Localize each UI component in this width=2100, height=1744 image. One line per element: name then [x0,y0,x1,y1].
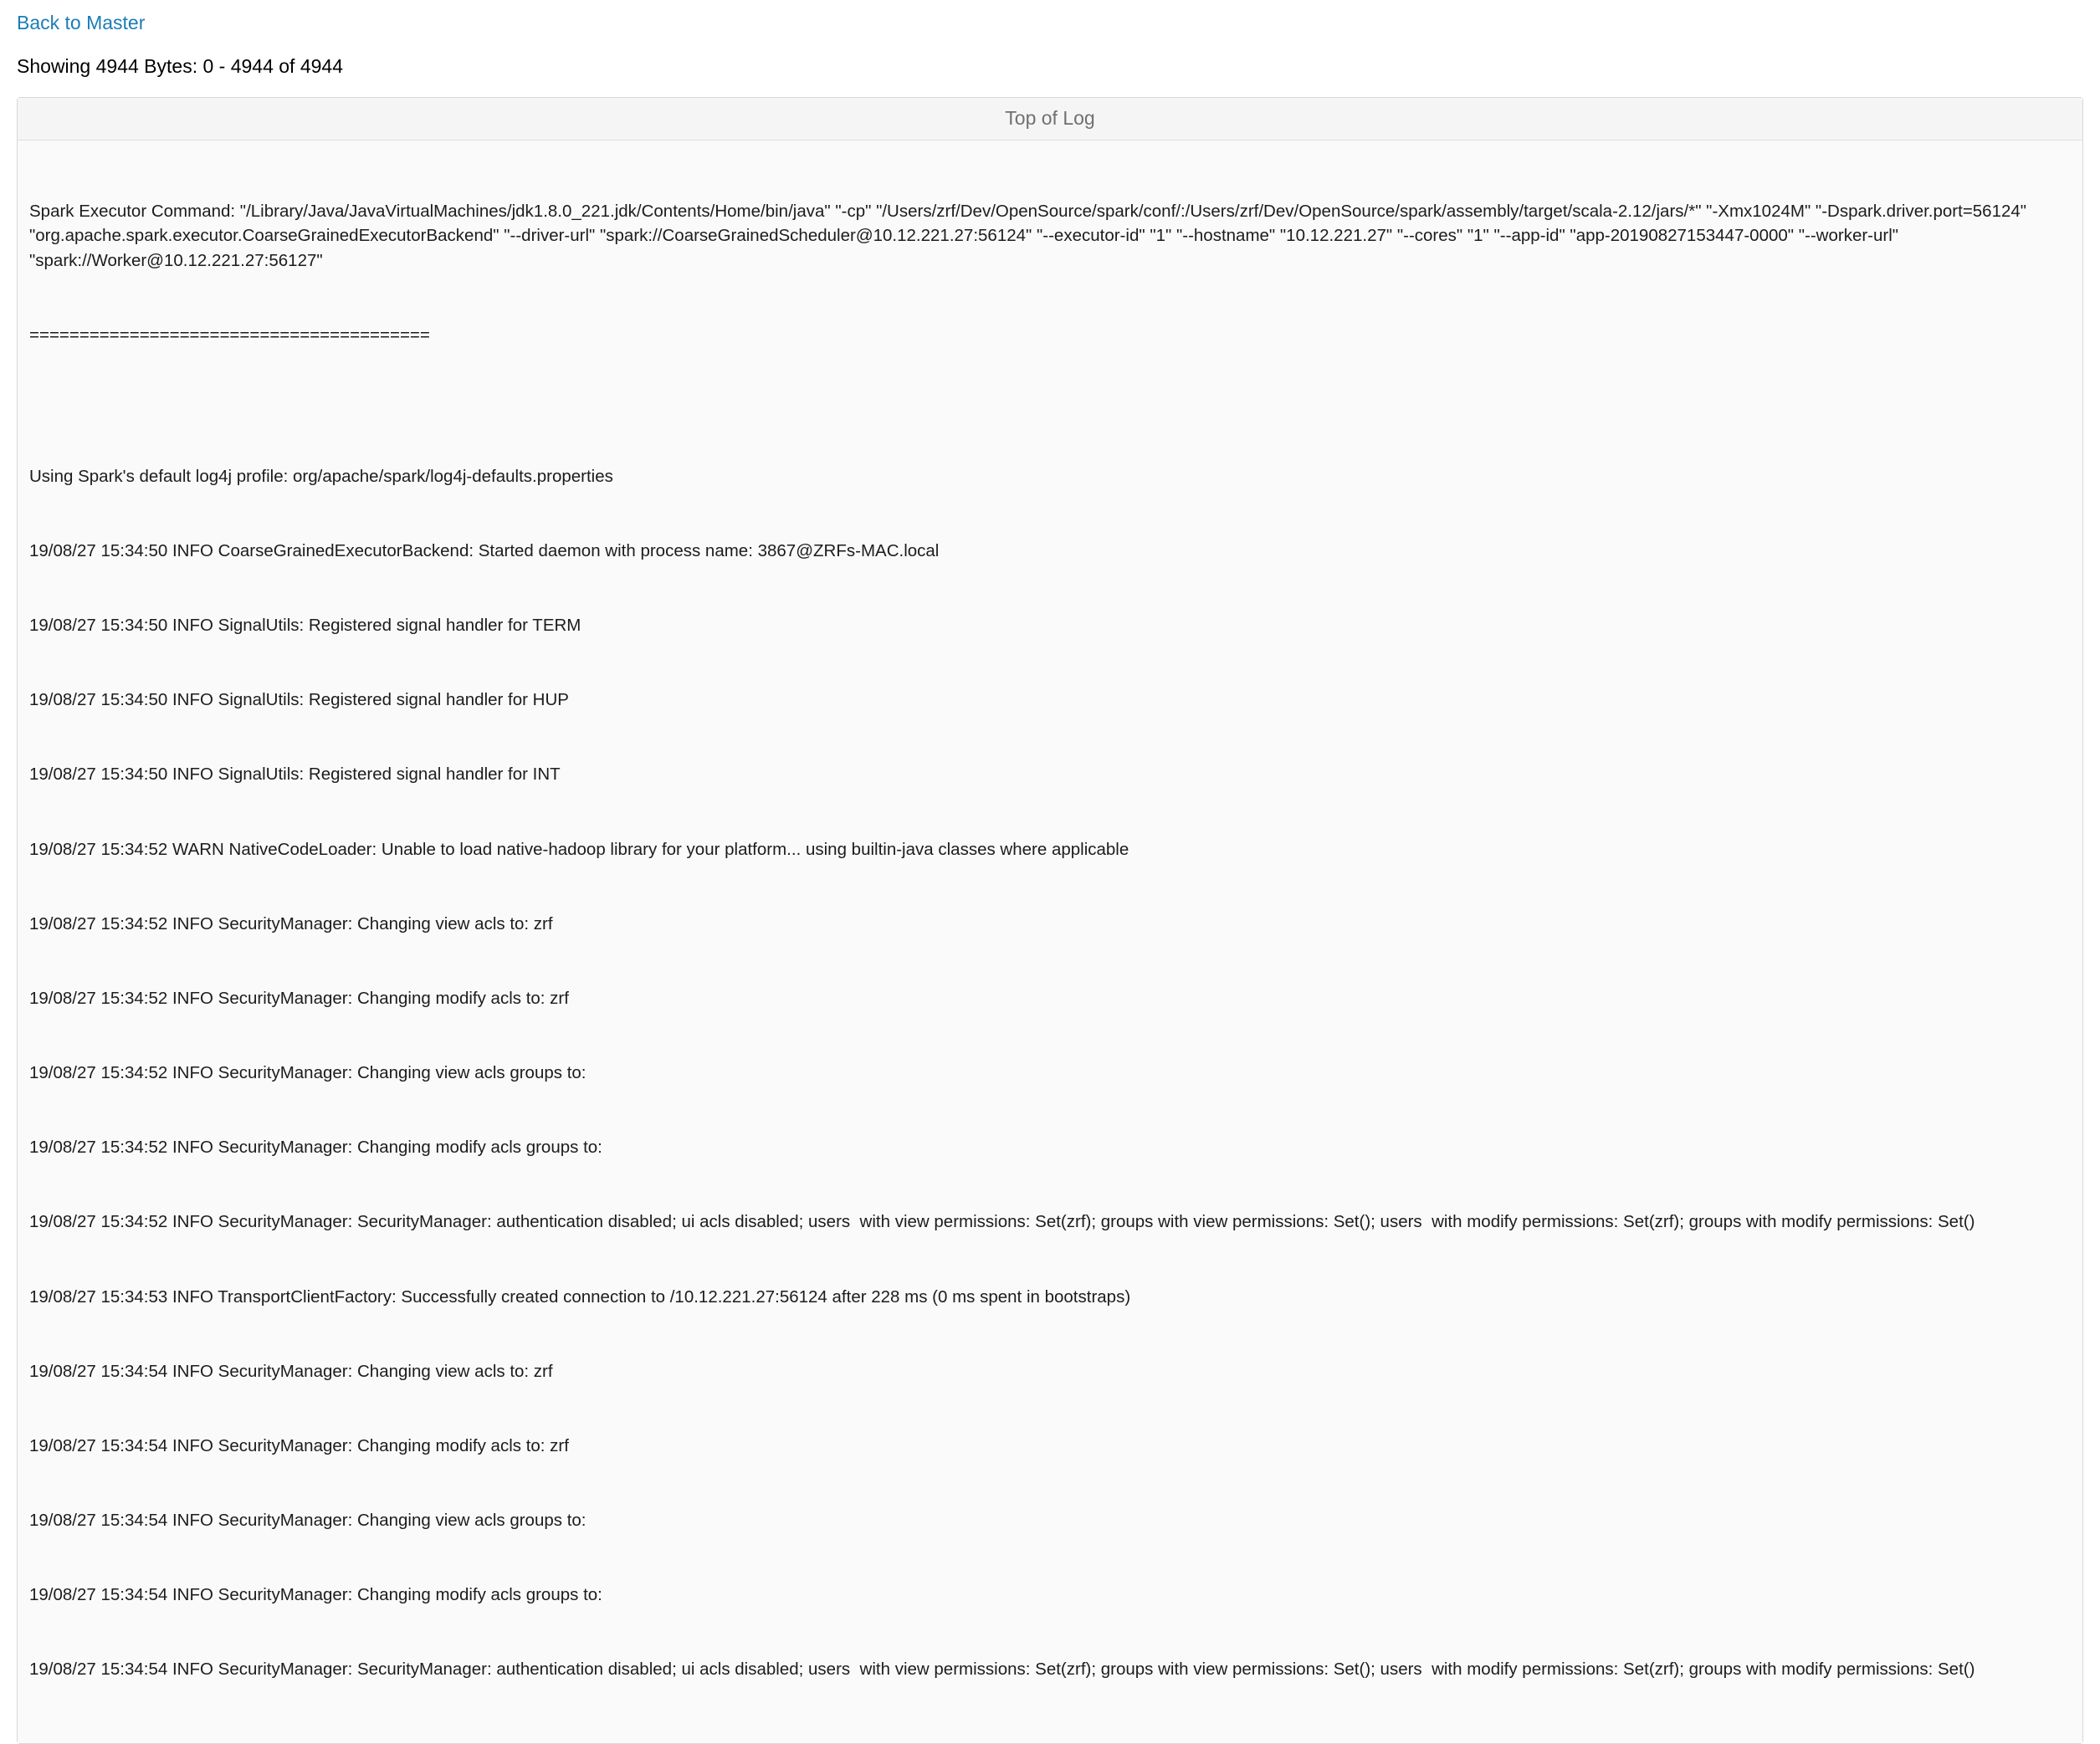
log-line: Spark Executor Command: "/Library/Java/JavaVirtualMachines/jdk1.8.0_221.jdk/Contents/Home/bin/java" "-cp" "/Users/zrf/Dev/OpenSource/spark/conf/:/Users/zrf/Dev/OpenSource/spark/assembly/target/scala-2.12/jars/*" "-Xmx1024M" "-Dspark.driver.port=56124" "org.apache.spark.executor.CoarseGrainedExecutorBackend" "--driver-url" "spark://CoarseGrainedScheduler@10.12.221.27:56124" "--executor-id" "1" "--hostname" "10.12.221.27" "--cores" "1" "--app-id" "app-20190827153447-0000" "--worker-url" "spark://Worker@10.12.221.27:56127" [29,201,2031,271]
log-line-blank [29,397,2071,414]
log-line: 19/08/27 15:34:54 INFO SecurityManager: SecurityManager: authentication disabled; ui acls disabled; users with view permissions: Set(zrf); groups with view permissions: Set(); users with modify permissions: Set(zrf); groups with modify permissions: Set() [29,1660,1975,1680]
log-line: 19/08/27 15:34:54 INFO SecurityManager: Changing view acls groups to: [29,1511,586,1530]
log-line: 19/08/27 15:34:50 INFO SignalUtils: Registered signal handler for TERM [29,616,581,636]
log-line: 19/08/27 15:34:52 WARN NativeCodeLoader: Unable to load native-hadoop library for your platform... using builtin-java classes where applicable [29,839,1129,859]
log-line: 19/08/27 15:34:54 INFO SecurityManager: Changing modify acls groups to: [29,1585,602,1605]
log-line: 19/08/27 15:34:50 INFO CoarseGrainedExecutorBackend: Started daemon with process name: 3867@ZRFs-MAC.local [29,540,940,560]
log-line: 19/08/27 15:34:50 INFO SignalUtils: Registered signal handler for HUP [29,690,569,710]
log-panel-header: Top of Log [18,98,2082,141]
log-line: 19/08/27 15:34:50 INFO SignalUtils: Registered signal handler for INT [29,765,561,785]
log-line: 19/08/27 15:34:54 INFO SecurityManager: Changing view acls to: zrf [29,1361,553,1381]
log-line: ======================================== [29,325,430,345]
log-content[interactable] [18,141,2082,1743]
log-line: Using Spark's default log4j profile: org/apache/spark/log4j-defaults.properties [29,466,613,486]
back-to-master-link[interactable]: Back to Master [17,12,146,33]
log-line: 19/08/27 15:34:53 INFO TransportClientFactory: Successfully created connection to /10.12.221.27:56124 after 228 ms (0 ms spent in bootstraps) [29,1286,1131,1307]
log-line: 19/08/27 15:34:52 INFO SecurityManager: Changing view acls groups to: [29,1063,586,1083]
log-line: 19/08/27 15:34:52 INFO SecurityManager: Changing modify acls to: zrf [29,988,569,1008]
log-line: 19/08/27 15:34:52 INFO SecurityManager: SecurityManager: authentication disabled; ui acls disabled; users with view permissions: Set(zrf); groups with view permissions: Set(); users with modify permissions: Set(zrf); groups with modify permissions: Set() [29,1212,1975,1232]
showing-bytes-status: Showing 4944 Bytes: 0 - 4944 of 4944 [17,55,344,77]
log-line: 19/08/27 15:34:54 INFO SecurityManager: Changing modify acls to: zrf [29,1435,569,1455]
log-panel [17,97,2083,1744]
log-line: 19/08/27 15:34:52 INFO SecurityManager: Changing modify acls groups to: [29,1138,602,1158]
log-line: 19/08/27 15:34:52 INFO SecurityManager: Changing view acls to: zrf [29,913,553,933]
